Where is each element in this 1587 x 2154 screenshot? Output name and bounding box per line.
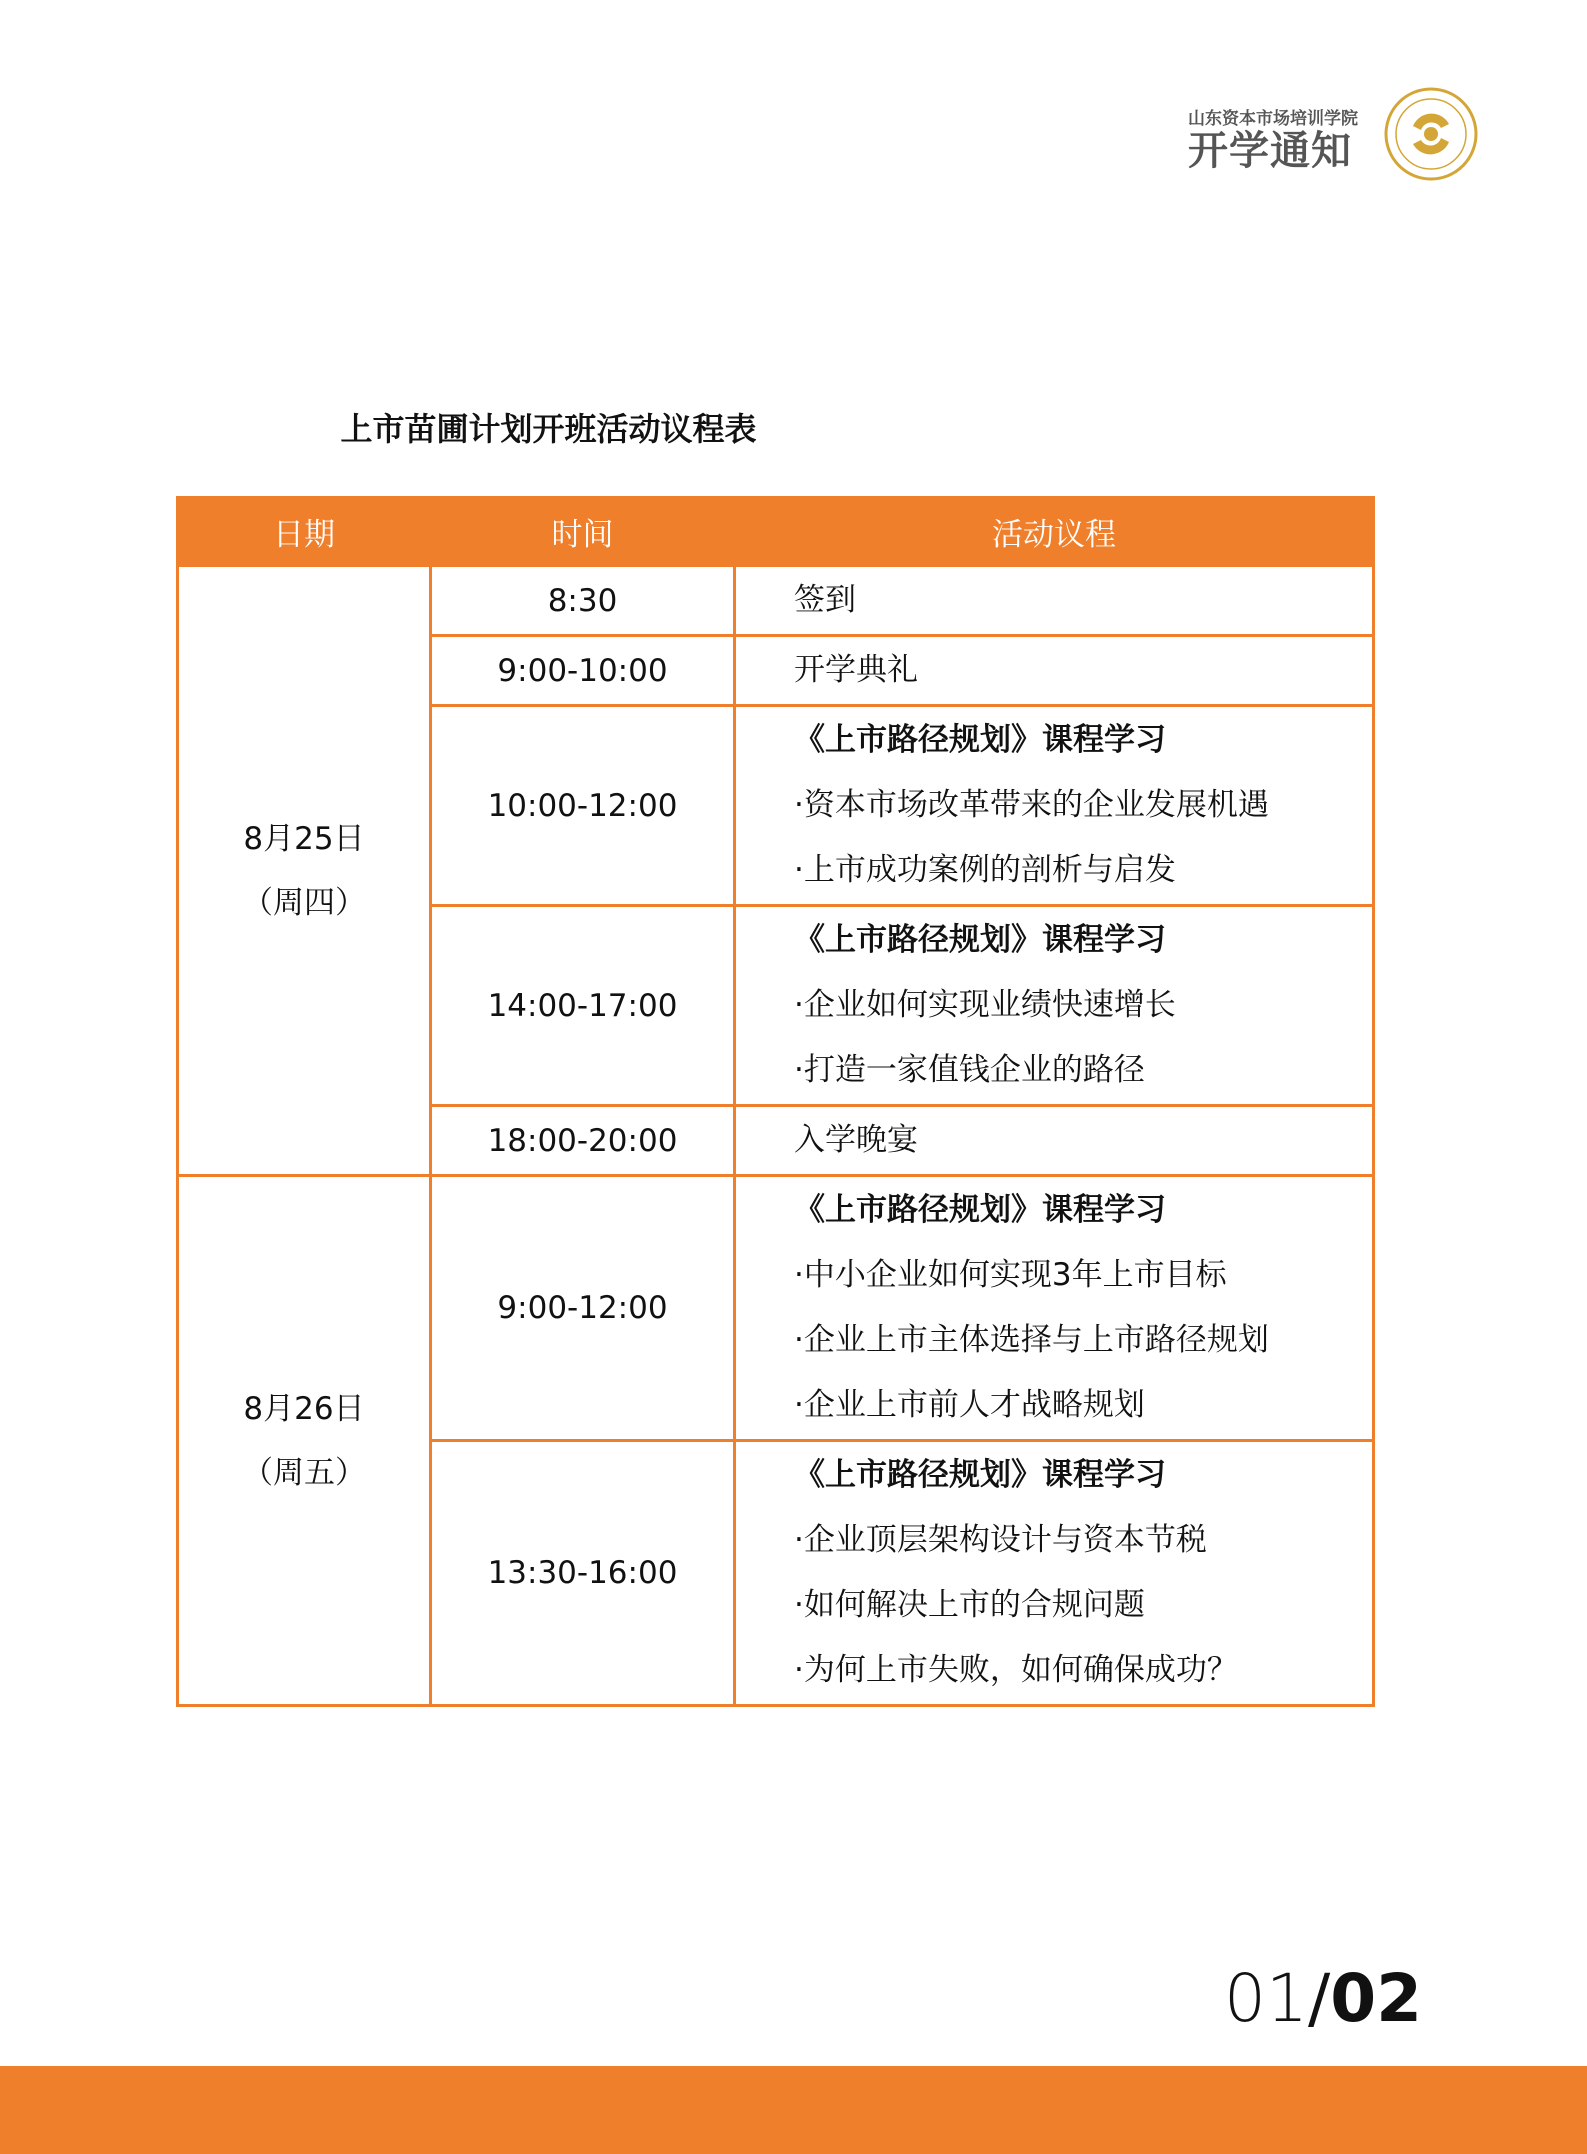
brand-block [1188,104,1368,173]
time-cell: 9:00-10:00 [431,636,735,706]
agenda-item: ·为何上市失败，如何确保成功？ [794,1652,1238,1688]
page-title: 上市苗圃计划开班活动议程表 [340,410,757,448]
course-heading: 《上市路径规划》课程学习 [794,922,1166,958]
agenda-cell [735,566,1374,636]
course-heading: 《上市路径规划》课程学习 [794,722,1166,758]
time-cell: 14:00-17:00 [431,906,735,1106]
page-current: 01 [1224,1960,1308,2037]
agenda-item: ·如何解决上市的合规问题 [794,1587,1145,1623]
agenda-cell [735,906,1374,1106]
weekday-label: （周五） [242,1454,366,1491]
agenda-item: ·打造一家值钱企业的路径 [794,1052,1145,1088]
course-heading: 《上市路径规划》课程学习 [794,1192,1166,1228]
agenda-cell [735,1441,1374,1706]
agenda-item: ·企业顶层架构设计与资本节税 [794,1522,1207,1558]
agenda-item: ·上市成功案例的剖析与启发 [794,852,1176,888]
footer-bar [0,2066,1587,2154]
page-total: 02 [1330,1960,1423,2037]
header-time: 时间 [431,498,735,566]
header-agenda: 活动议程 [735,498,1374,566]
header-date: 日期 [178,498,431,566]
agenda-item: ·企业上市前人才战略规划 [794,1387,1145,1423]
agenda-item: ·企业上市主体选择与上市路径规划 [794,1322,1269,1358]
notice-title: 开学通知 [1188,128,1352,174]
agenda-cell [735,1176,1374,1441]
date-label: 8月26日 [243,1390,365,1427]
time-cell: 13:30-16:00 [431,1441,735,1706]
agenda-item: 签到 [794,582,856,618]
page-number [1224,1960,1422,2037]
agenda-table [176,496,1375,1707]
agenda-item: 入学晚宴 [794,1122,918,1158]
time-cell: 9:00-12:00 [431,1176,735,1441]
agenda-item: 开学典礼 [794,652,918,688]
agenda-cell [735,636,1374,706]
time-cell: 18:00-20:00 [431,1106,735,1176]
course-heading: 《上市路径规划》课程学习 [794,1457,1166,1493]
agenda-item: ·中小企业如何实现3年上市目标 [794,1257,1227,1293]
table-header-row [178,498,1374,566]
date-cell-day2 [178,1176,431,1706]
agenda-item: ·资本市场改革带来的企业发展机遇 [794,787,1269,823]
time-cell: 10:00-12:00 [431,706,735,906]
table-row [178,566,1374,636]
time-cell: 8:30 [431,566,735,636]
weekday-label: （周四） [242,884,366,921]
date-label: 8月25日 [243,820,365,857]
school-seal-icon [1383,86,1479,182]
date-cell-day1 [178,566,431,1176]
agenda-item: ·企业如何实现业绩快速增长 [794,987,1176,1023]
school-name: 山东资本市场培训学院 [1188,109,1358,129]
agenda-cell [735,706,1374,906]
page-separator: / [1307,1960,1331,2037]
agenda-cell [735,1106,1374,1176]
table-row [178,1176,1374,1441]
